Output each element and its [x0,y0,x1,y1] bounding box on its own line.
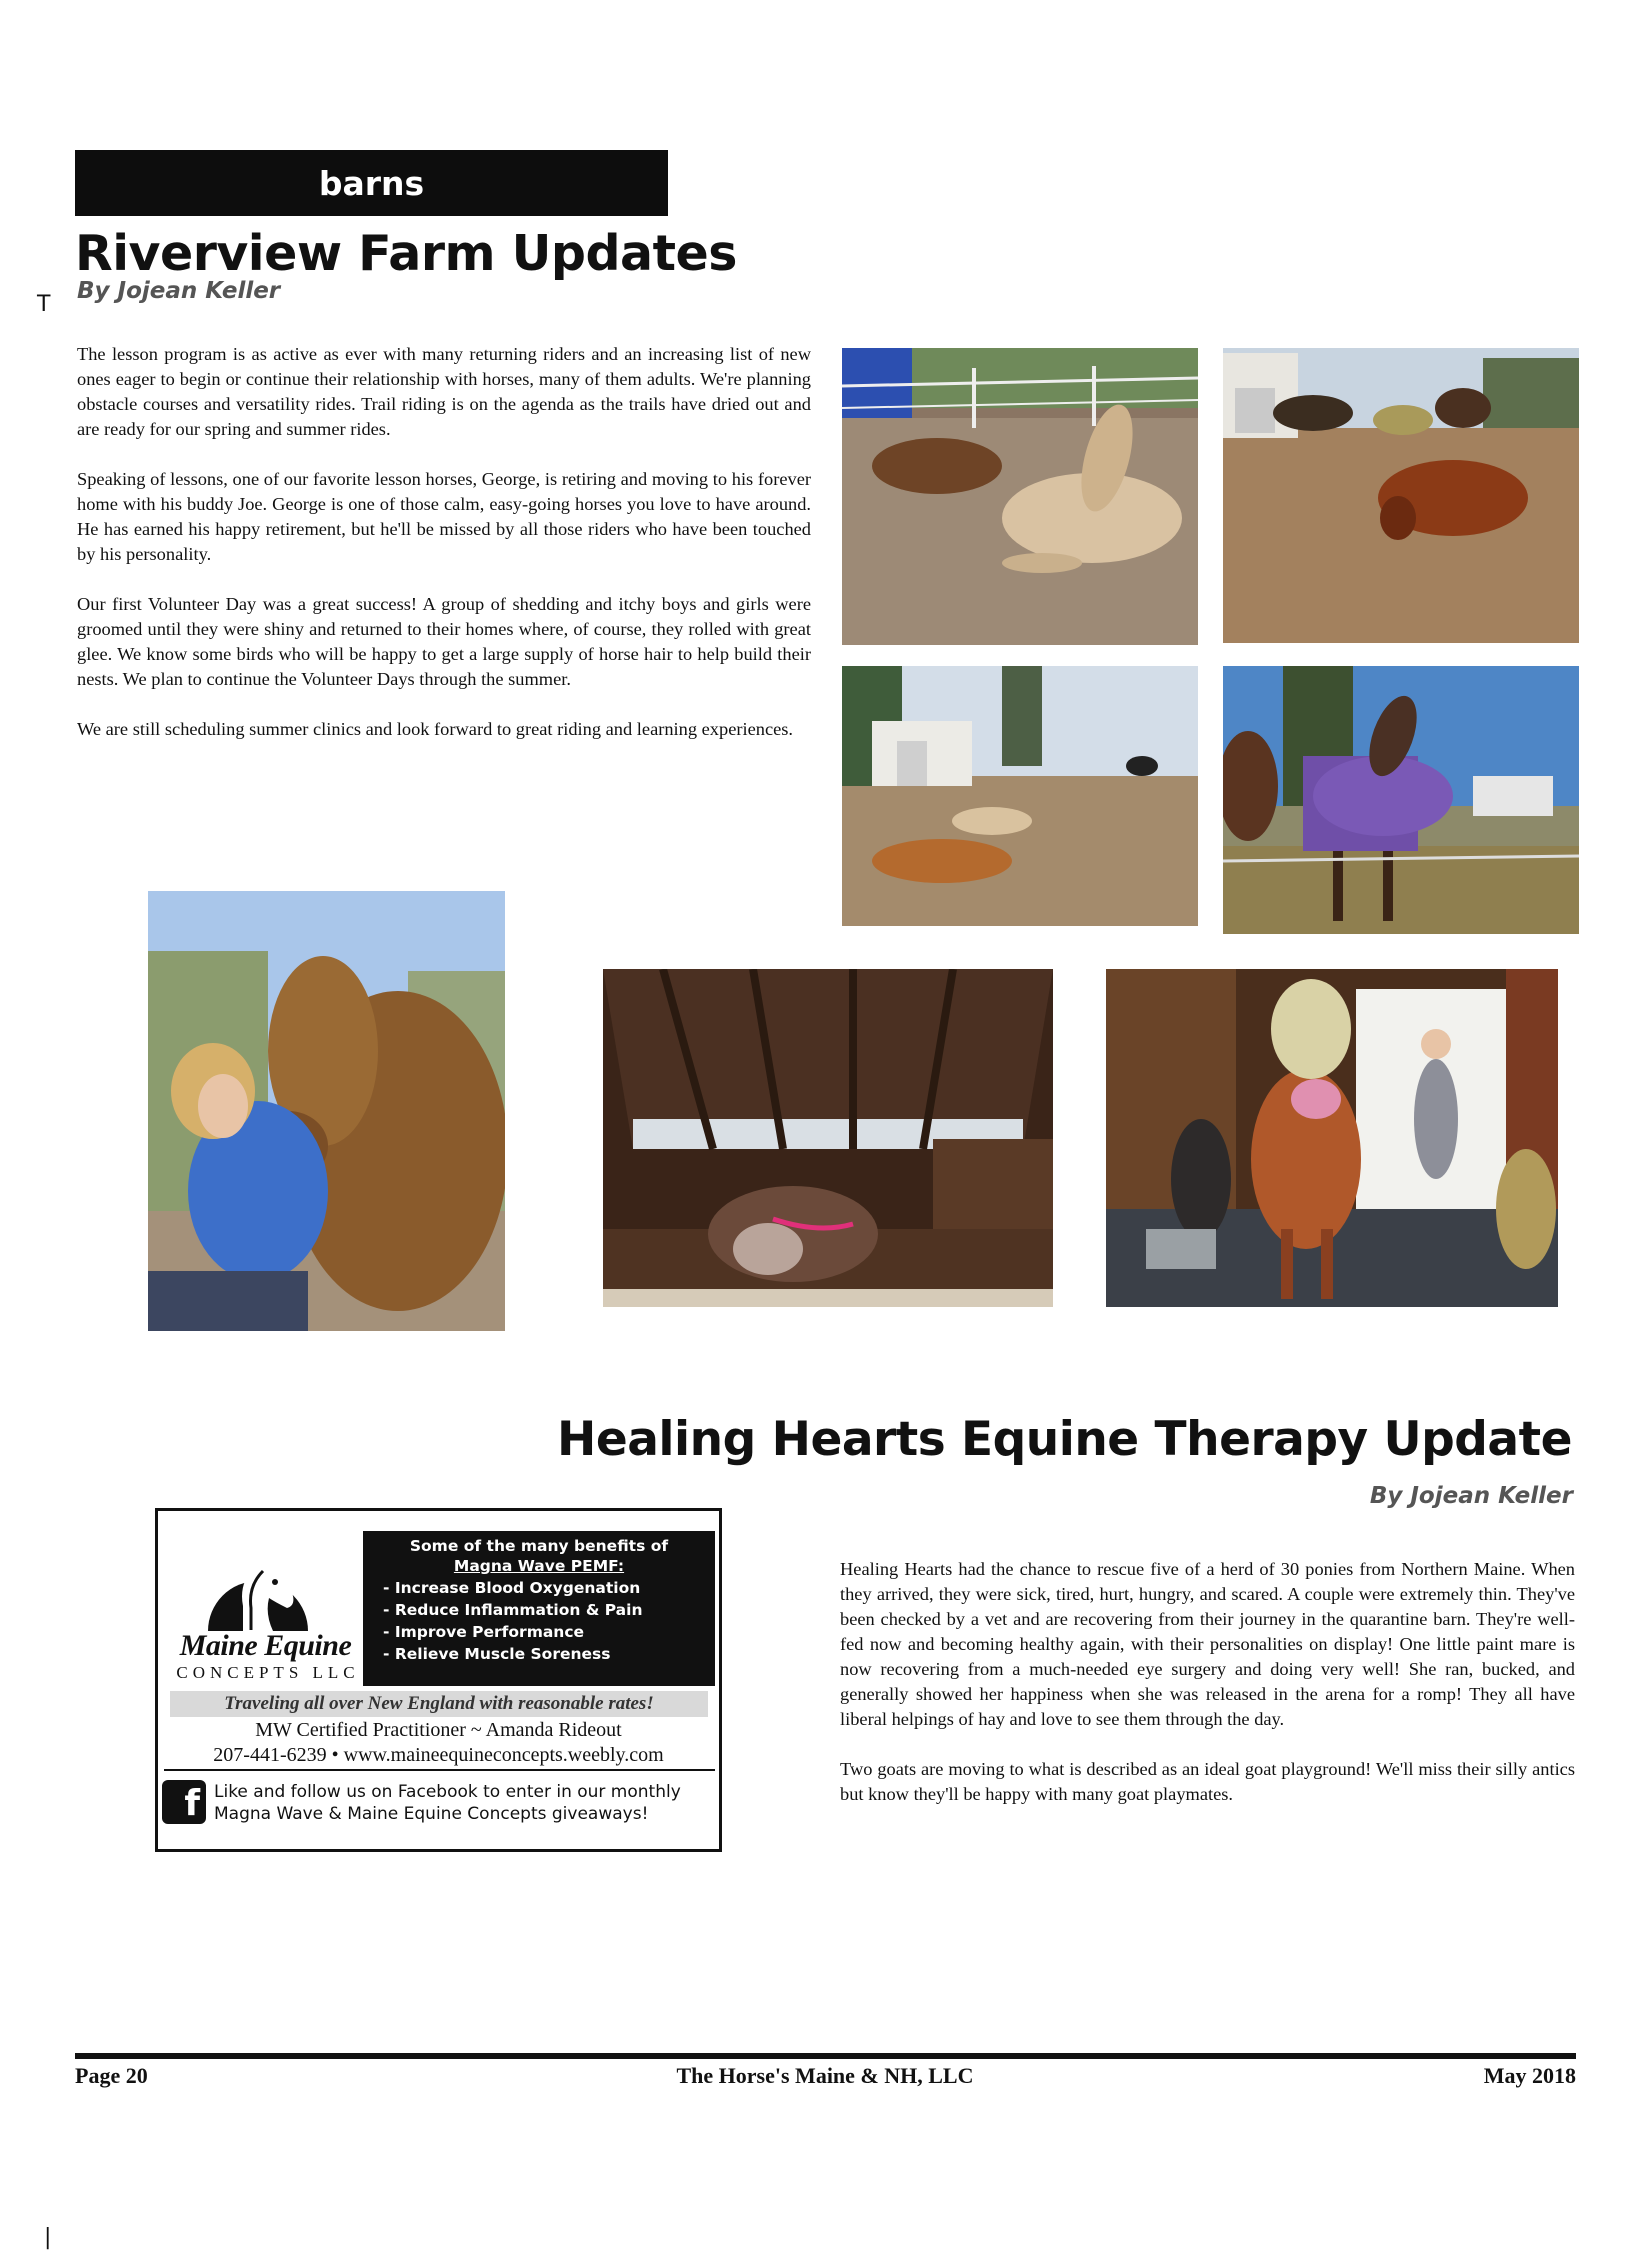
ad-benefits-list [363,1577,715,1665]
footer-page-number: Page 20 [75,2063,148,2088]
photo-horse-barn-aisle-image [1106,969,1558,1307]
ad-benefit-item: - Reduce Inflammation & Pain [383,1601,643,1619]
photo-woman-with-horse-image [148,891,505,1331]
ad-maine-equine-concepts [155,1508,722,1852]
ad-benefit-item: - Increase Blood Oxygenation [383,1579,641,1597]
ad-practitioner: MW Certified Practitioner ~ Amanda Rideout [255,1719,622,1741]
article-title-healing-hearts: Healing Hearts Equine Therapy Update [557,1412,1572,1467]
ad-facebook-text [214,1781,681,1825]
ad-facebook-line: Like and follow us on Facebook to enter in our monthly [214,1782,681,1802]
crop-mark-top: T [37,292,51,317]
photo-horse-barn-aisle [1106,969,1558,1307]
paragraph: Our first Volunteer Day was a great success! A group of shedding and itchy boys and girls were groomed until they were shiny and returned to their homes where, of course, they rolled with great glee. We know some birds who will be happy to get a large supply of horse hair to help build their nests. We plan to continue the Volunteer Days through the summer. [77,594,811,689]
photo-shed-horses-lying-image [842,666,1198,926]
paragraph: Speaking of lessons, one of our favorite lesson horses, George, is retiring and moving to his forever home with his buddy Joe. George is one of those calm, easy-going horses you love to have around. He has earned his happy retirement, but he'll be missed by all those riders who have been touched by his personality. [77,469,811,564]
ad-benefits-box [363,1531,715,1686]
photo-pony-in-stall [603,969,1053,1307]
paragraph: Two goats are moving to what is described as an ideal goat playground! We'll miss their silly antics but know they'll be happy with many goat playmates. [840,1759,1575,1804]
photo-horses-resting-paddock-image [842,348,1198,645]
photo-horses-resting-paddock [842,348,1198,645]
footer-rule [75,2053,1576,2059]
article-byline-healing-hearts: By Jojean Keller [1369,1483,1573,1509]
ad-benefit-item: - Improve Performance [383,1623,585,1641]
photo-pony-in-stall-image [603,969,1053,1307]
photo-horse-purple-blanket [1223,666,1579,934]
photo-shed-horses-lying [842,666,1198,926]
crop-mark-bottom: | [44,2225,52,2250]
ad-benefits-subheading: Magna Wave PEMF: [453,1557,625,1575]
ad-divider [164,1769,715,1771]
section-label: barns [75,150,668,216]
facebook-icon: f [162,1780,206,1824]
photo-woman-with-horse [148,891,505,1331]
ad-contact: 207-441-6239 • www.maineequineconcepts.weebly.com [213,1744,664,1766]
footer-date: May 2018 [1483,2063,1576,2088]
ad-brand-name: Maine Equine [179,1629,352,1662]
ad-tagline: Traveling all over New England with reasonable rates! [170,1691,708,1717]
photo-horse-purple-blanket-image [1223,666,1579,934]
article-body-riverview [77,342,811,767]
ad-facebook-line: Magna Wave & Maine Equine Concepts giveaways! [214,1804,649,1824]
footer-publication: The Horse's Maine & NH, LLC [676,2063,974,2088]
paragraph: Healing Hearts had the chance to rescue five of a herd of 30 ponies from Northern Maine. When they arrived, they were sick, tired, hurt, hungry, and scared. A couple were extremely thin. They've been checked by a vet and are recovering from their journey in the quarantine barn. They're well-fed now and becoming healthy again, with their personalities on display! One little paint mare is now recovering from a much-needed eye surgery and doing very well! She ran, bucked, and generally showed her happiness when she was released in the arena for a romp! They all have liberal helpings of hay and love to see them through the day. [840,1559,1575,1729]
paragraph: The lesson program is as active as ever with many returning riders and an increasing list of new ones eager to begin or continue their relationship with horses, many of them adults. We're planning obstacle courses and versatility rides. Trail riding is on the agenda as the trails have dried out and are ready for our spring and summer rides. [77,344,811,439]
article-body-healing-hearts [840,1557,1575,1832]
ad-brand-subtitle: CONCEPTS LLC [176,1663,360,1682]
ad-benefit-item: - Relieve Muscle Soreness [383,1645,611,1663]
article-title-riverview: Riverview Farm Updates [75,225,737,282]
paragraph: We are still scheduling summer clinics and look forward to great riding and learning experiences. [77,719,794,739]
photo-barn-horse-rolling-image [1223,348,1579,643]
photo-barn-horse-rolling [1223,348,1579,643]
ad-benefits-heading: Some of the many benefits of [409,1537,669,1555]
article-byline-riverview: By Jojean Keller [77,278,281,304]
